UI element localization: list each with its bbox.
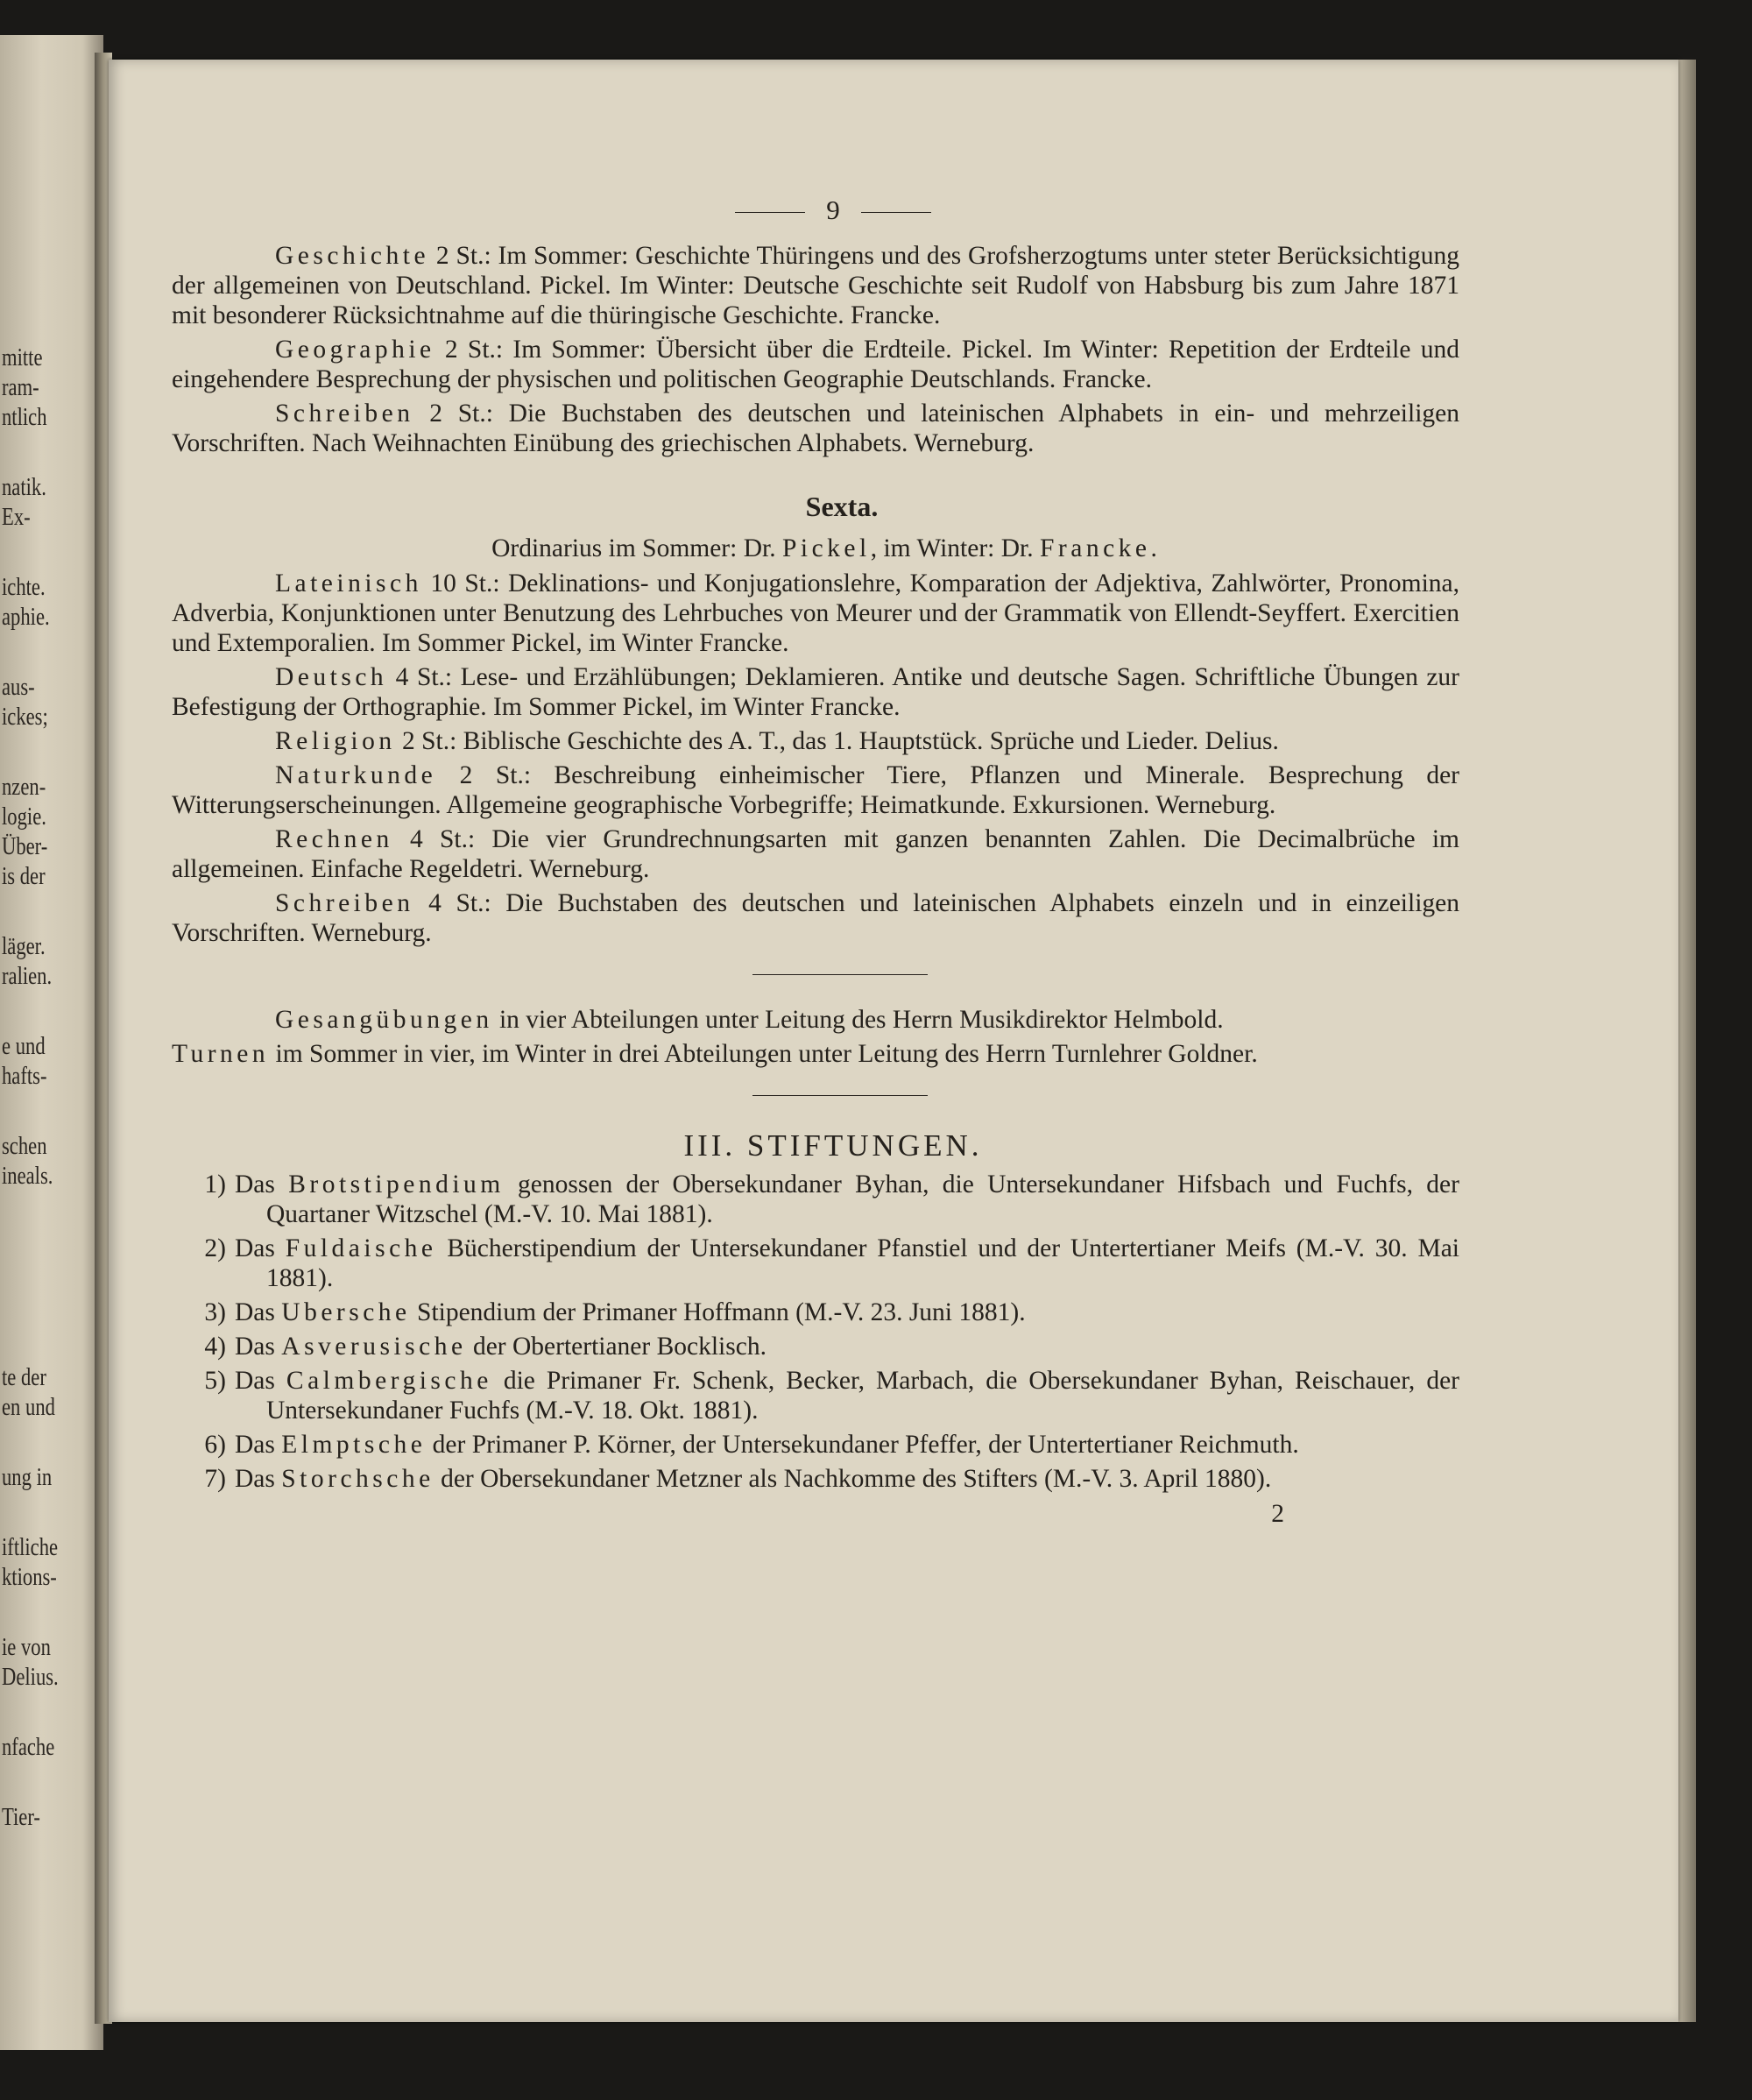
foundation-name: Storchsche (281, 1465, 434, 1493)
foundation-name: Ubersche (281, 1298, 411, 1326)
subject-lead: Religion (275, 727, 396, 755)
item-number: 6) (204, 1431, 226, 1459)
paragraph-rechnen (172, 824, 1459, 884)
paragraph-naturkunde (172, 760, 1459, 820)
paragraph-turnen (172, 1039, 1459, 1069)
subject-lead: Naturkunde (275, 761, 437, 789)
subject-lead: Schreiben (275, 889, 414, 917)
paragraph-text: 2 St.: Im Sommer: Übersicht über die Erdteile. Pickel. Im Winter: Repetition der Erdteile und eingehendere Besprechung der physischen und politischen Geographie Deutschlands. Francke. (172, 336, 1459, 393)
ordinarius-text: . (1150, 534, 1157, 562)
facing-page-edge (0, 35, 103, 2050)
section-divider (752, 974, 928, 975)
margin-fragment: Tier- (2, 1803, 40, 1831)
paragraph-lateinisch (172, 569, 1459, 658)
margin-fragment: hafts- (2, 1062, 47, 1090)
margin-fragment: nfache (2, 1733, 55, 1761)
paragraph-text: 2 St.: Biblische Geschichte des A. T., das 1. Hauptstück. Sprüche und Lieder. Delius. (395, 727, 1279, 755)
paragraph-schreiben-sexta (172, 888, 1459, 948)
item-text: der Obersekundaner Metzner als Nachkomme des Stifters (M.-V. 3. April 1880). (434, 1465, 1272, 1493)
margin-fragment: logie. (2, 803, 46, 831)
margin-fragment: läger. (2, 932, 46, 960)
item-text: Das (235, 1170, 289, 1198)
paragraph-text: im Sommer in vier, im Winter in drei Abteilungen unter Leitung des Herrn Turnlehrer Goldner. (269, 1040, 1258, 1068)
book-page (109, 60, 1678, 2022)
item-number: 7) (204, 1465, 226, 1493)
page-header (207, 195, 1459, 225)
subject-lead: Deutsch (275, 663, 388, 691)
page-number: 9 (826, 194, 840, 225)
list-item (172, 1297, 1459, 1327)
ordinarius-text: , im Winter: Dr. (870, 534, 1040, 562)
subject-lead: Lateinisch (275, 569, 422, 597)
margin-fragment: ram- (2, 373, 39, 401)
margin-fragment: mitte (2, 343, 43, 371)
list-item (172, 1234, 1459, 1293)
margin-fragment: aphie. (2, 603, 50, 631)
item-number: 5) (204, 1367, 226, 1395)
margin-fragment: Delius. (2, 1663, 59, 1691)
foundation-name: Asverusische (281, 1333, 467, 1361)
item-number: 2) (204, 1234, 226, 1262)
list-item (172, 1464, 1459, 1494)
margin-fragment: is der (2, 862, 46, 890)
item-text: Das (235, 1333, 282, 1361)
paragraph-text: 4 St.: Die Buchstaben des deutschen und lateinischen Alphabets einzeln und in einzeiligen Vorschriften. Werneburg. (172, 889, 1459, 947)
paragraph-text: 4 St.: Die vier Grundrechnungsarten mit ganzen benannten Zahlen. Die Decimalbrüche im allgemeinen. Einfache Regeldetri. Werneburg. (172, 825, 1459, 883)
margin-fragment: iftliche (2, 1533, 59, 1561)
signature-mark: 2 (1271, 1500, 1284, 1528)
foundation-name: Fuldaische (285, 1234, 437, 1262)
margin-fragment: nzen- (2, 773, 46, 801)
item-number: 4) (204, 1333, 226, 1361)
section-heading-sexta: Sexta. (805, 491, 879, 522)
page-content (172, 195, 1459, 1529)
item-text: Stipendium der Primaner Hoffmann (M.-V. 23. Juni 1881). (410, 1298, 1026, 1326)
item-number: 1) (204, 1170, 226, 1198)
item-text: die Primaner Fr. Schenk, Becker, Marbach, die Obersekundaner Byhan, Reischauer, der Untersekundaner Fuchfs (M.-V. 18. Okt. 1881). (266, 1367, 1459, 1425)
ordinarius-line (189, 534, 1459, 563)
paragraph-text: 10 St.: Deklinations- und Konjugationslehre, Komparation der Adjektiva, Zahlwörter, Pronomina, Adverbia, Konjunktionen unter Benutzung des Lehrbuches von Meurer und der Grammatik von Ellendt-Seyffert. Exercitien und Extemporalien. Im Sommer Pickel, im Winter Francke. (172, 569, 1459, 657)
foundation-name: Brotstipendium (288, 1170, 505, 1198)
margin-fragment: aus- (2, 673, 35, 701)
teacher-name: Pickel (781, 534, 871, 562)
margin-fragment: e und (2, 1032, 46, 1060)
subject-lead: Turnen (172, 1040, 270, 1068)
margin-fragment: Ex- (2, 503, 31, 531)
paragraph-text: 2 St.: Beschreibung einheimischer Tiere, Pflanzen und Minerale. Besprechung der Witterungserscheinungen. Allgemeine geographische Vorbegriffe; Heimatkunde. Exkursionen. Werneburg. (172, 761, 1459, 819)
item-text: Das (235, 1465, 282, 1493)
paragraph-text: 2 St.: Im Sommer: Geschichte Thüringens und des Grofsherzogtums unter steter Berücksichtigung der allgemeinen von Deutschland. Pickel. Im Winter: Deutsche Geschichte seit Rudolf von Habsburg bis zum Jahre 1871 mit besonderer Rücksichtnahme auf die thüringische Geschichte. Francke. (172, 242, 1459, 329)
margin-fragment: en und (2, 1393, 55, 1421)
subject-lead: Geographie (275, 336, 435, 364)
margin-fragment: ie von (2, 1633, 51, 1661)
paragraph-deutsch (172, 662, 1459, 722)
paragraph-text: in vier Abteilungen unter Leitung des Herrn Musikdirektor Helmbold. (492, 1006, 1224, 1034)
subject-lead: Schreiben (275, 399, 414, 428)
subject-lead: Geschichte (275, 242, 430, 270)
item-text: genossen der Obersekundaner Byhan, die Untersekundaner Hifsbach und Fuchfs, der Quartaner Witzschel (M.-V. 10. Mai 1881). (266, 1170, 1459, 1228)
item-text: Das (235, 1234, 286, 1262)
paragraph-geographie (172, 335, 1459, 394)
margin-fragment: ineals. (2, 1162, 53, 1190)
subject-lead: Gesangübungen (275, 1006, 493, 1034)
foundation-name: Elmptsche (281, 1431, 427, 1459)
margin-fragment: ntlich (2, 403, 47, 431)
margin-fragment: ralien. (2, 962, 53, 990)
list-item (172, 1170, 1459, 1229)
paragraph-gesang (172, 1005, 1459, 1035)
list-item (172, 1366, 1459, 1425)
paragraph-geschichte (172, 241, 1459, 330)
header-rule-right (861, 212, 931, 213)
section-heading-stiftungen: III. STIFTUNGEN. (683, 1128, 983, 1163)
item-text: Das (235, 1431, 282, 1459)
list-item (172, 1332, 1459, 1361)
item-text: Das (235, 1298, 282, 1326)
paragraph-text: 2 St.: Die Buchstaben des deutschen und lateinischen Alphabets in ein- und mehrzeiligen Vorschriften. Nach Weihnachten Einübung des griechischen Alphabets. Werneburg. (172, 399, 1459, 457)
margin-fragment: Über- (2, 832, 48, 860)
item-text: Das (235, 1367, 286, 1395)
paragraph-schreiben (172, 399, 1459, 458)
item-text: der Primaner P. Körner, der Untersekundaner Pfeffer, der Untertertianer Reichmuth. (426, 1431, 1299, 1459)
margin-fragment: natik. (2, 473, 46, 501)
teacher-name: Francke (1040, 534, 1151, 562)
margin-fragment: te der (2, 1363, 46, 1391)
item-number: 3) (204, 1298, 226, 1326)
paragraph-text: 4 St.: Lese- und Erzählübungen; Deklamieren. Antike und deutsche Sagen. Schriftliche Übungen zur Befestigung der Orthographie. Im Sommer Pickel, im Winter Francke. (172, 663, 1459, 721)
subject-lead: Rechnen (275, 825, 393, 853)
margin-fragment: ktions- (2, 1563, 57, 1591)
header-rule-left (735, 212, 805, 213)
margin-fragment: ung in (2, 1463, 53, 1491)
section-divider (752, 1095, 928, 1096)
ordinarius-text: Ordinarius im Sommer: Dr. (491, 534, 782, 562)
item-text: Bücherstipendium der Untersekundaner Pfanstiel und der Untertertianer Meifs (M.-V. 30. Mai 1881). (266, 1234, 1459, 1292)
foundation-name: Calmbergische (286, 1367, 492, 1395)
margin-fragment: ickes; (2, 703, 48, 731)
margin-fragment: ichte. (2, 573, 46, 601)
page-edge (1678, 60, 1696, 2022)
margin-fragment: schen (2, 1132, 47, 1160)
paragraph-religion (172, 726, 1459, 756)
item-text: der Obertertianer Bocklisch. (466, 1333, 766, 1361)
list-item (172, 1430, 1459, 1460)
